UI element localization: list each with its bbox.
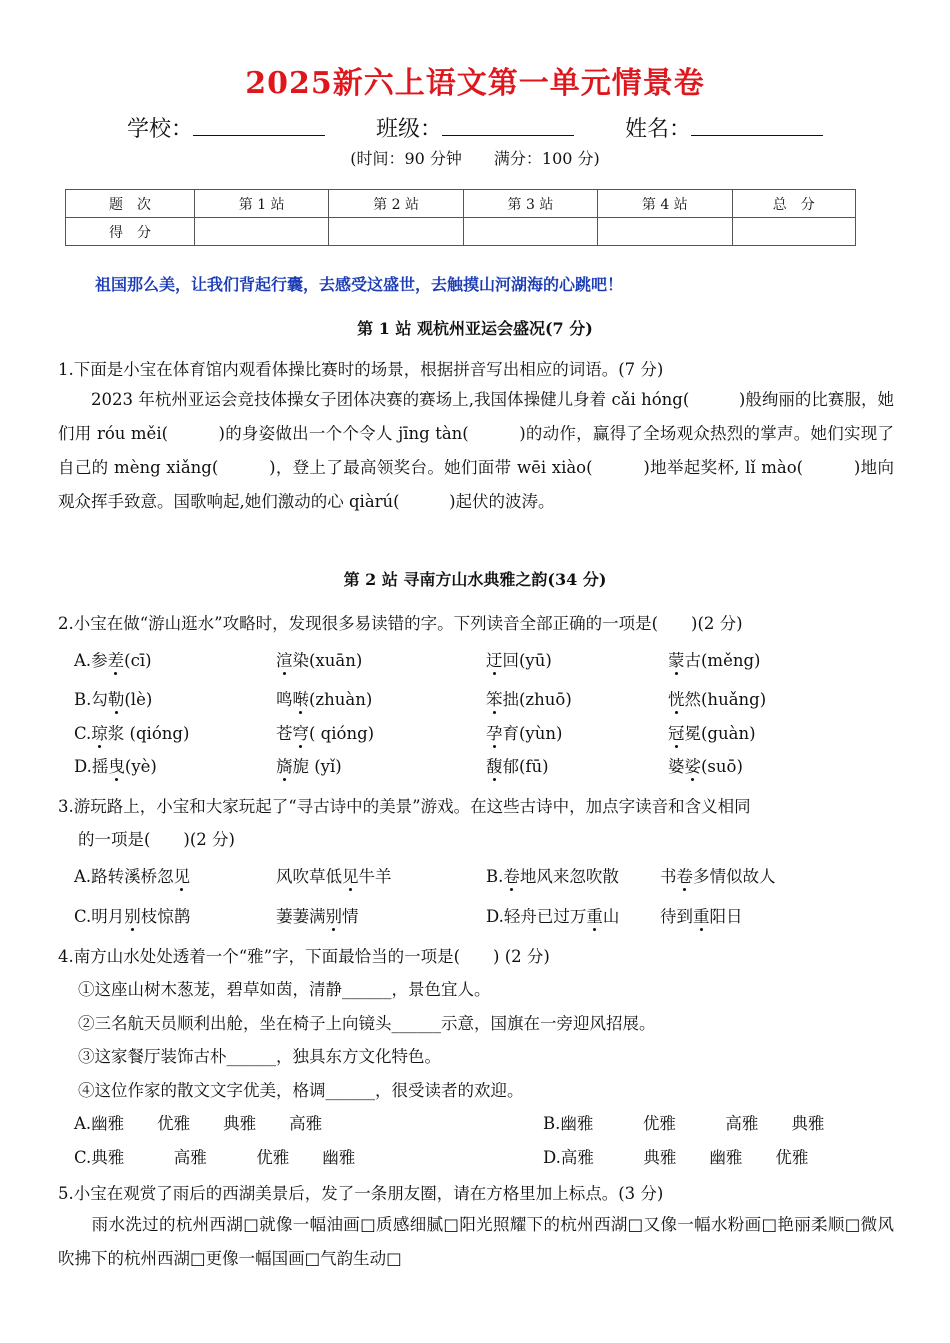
school-label: 学校： xyxy=(126,117,193,142)
q2-option[interactable] xyxy=(668,720,756,744)
question-4-item: ④这位作家的散文文字优美，格调______，很受读者的欢迎。 xyxy=(78,1081,524,1100)
dotted-character: 见 xyxy=(342,867,359,886)
exam-time: (时间：90 分钟 满分：100 分) xyxy=(350,149,600,168)
score-table-score-row xyxy=(66,218,856,246)
option-text: C.明月 xyxy=(74,907,125,926)
dotted-character: 娑 xyxy=(684,757,701,776)
q3-option[interactable] xyxy=(74,903,190,927)
option-text: D.摇 xyxy=(74,757,109,776)
score-cell[interactable] xyxy=(329,218,463,246)
dotted-character: 迂 xyxy=(486,651,503,670)
q2-option[interactable] xyxy=(74,720,189,744)
dotted-character: 琼 xyxy=(91,724,108,743)
slogan: 祖国那么美，让我们背起行囊，去感受这盛世，去触摸山河湖海的心跳吧！ xyxy=(95,275,624,294)
option-text: 苍 xyxy=(276,724,293,743)
dotted-character: 勒 xyxy=(107,690,125,709)
option-text: 拙(zhuō) xyxy=(502,690,572,709)
option-text: 地风来忽吹散 xyxy=(519,867,619,886)
dotted-character: 别 xyxy=(124,907,141,926)
table-cell: 第 1 站 xyxy=(195,190,329,218)
question-3-line-1: 3.游玩路上，小宝和大家玩起了“寻古诗中的美景”游戏。在这些古诗中，加点字读音和含义相同 xyxy=(58,797,751,816)
option-text: (cī) xyxy=(124,651,152,670)
question-1: 1.下面是小宝在体育馆内观看体操比赛时的场景，根据拼音写出相应的词语。(7 分) xyxy=(58,360,664,379)
option-text: 然(huǎng) xyxy=(684,690,767,709)
option-text: 鸣 xyxy=(276,690,293,709)
class-blank[interactable] xyxy=(442,117,574,136)
option-text: 枝惊鹊 xyxy=(140,907,191,926)
question-4: 4.南方山水处处透着一个“雅”字，下面最恰当的一项是( ) (2 分) xyxy=(58,947,550,966)
option-text: 萋萋满 xyxy=(276,907,326,926)
section-1-heading: 第 1 站 观杭州亚运会盛况(7 分) xyxy=(357,319,593,338)
q2-option[interactable] xyxy=(668,686,766,710)
dotted-character: 啭 xyxy=(292,690,309,709)
dotted-character: 蒙 xyxy=(668,651,685,670)
q2-option[interactable] xyxy=(276,647,362,671)
option-text: D.轻舟已过万 xyxy=(486,907,587,926)
option-text: 回(yū) xyxy=(502,651,552,670)
question-4-item: ②三名航天员顺利出舱，坐在椅子上向镜头______示意，国旗在一旁迎风招展。 xyxy=(78,1014,656,1033)
q2-option[interactable] xyxy=(276,753,342,777)
q2-option[interactable] xyxy=(668,647,760,671)
q3-option[interactable] xyxy=(660,863,776,887)
q3-option[interactable] xyxy=(486,863,619,887)
dotted-character: 重 xyxy=(586,907,603,926)
page-title: 2025新六上语文第一单元情景卷 xyxy=(245,66,705,101)
dotted-character: 穹 xyxy=(292,724,309,743)
dotted-character: 馥 xyxy=(486,757,503,776)
class-label: 班级： xyxy=(375,117,442,142)
option-text: (lè) xyxy=(124,690,153,709)
table-cell: 第 3 站 xyxy=(463,190,597,218)
table-cell: 得 分 xyxy=(66,218,195,246)
option-text: 情 xyxy=(342,907,359,926)
score-cell[interactable] xyxy=(195,218,329,246)
question-3-line-2: 的一项是( )(2 分) xyxy=(78,830,235,849)
option-text: 旎 (yǐ) xyxy=(292,757,342,776)
option-text: 育(yùn) xyxy=(502,724,563,743)
dotted-character: 冠 xyxy=(668,724,685,743)
score-cell[interactable] xyxy=(732,218,856,246)
option-text: 浆 (qióng) xyxy=(107,724,190,743)
table-cell: 总 分 xyxy=(732,190,856,218)
question-4-item: ①这座山树木葱茏，碧草如茵，清静______，景色宜人。 xyxy=(78,980,491,999)
option-text: 山 xyxy=(602,907,620,926)
option-text: B.勾 xyxy=(74,690,108,709)
option-text: 书 xyxy=(660,867,677,886)
q3-option[interactable] xyxy=(276,903,359,927)
option-text: ( qióng) xyxy=(309,724,375,743)
dotted-character: 笨 xyxy=(486,690,503,709)
option-text: A.参 xyxy=(74,651,108,670)
dotted-character: 别 xyxy=(325,907,342,926)
section-2-heading: 第 2 站 寻南方山水典雅之韵(34 分) xyxy=(343,570,607,589)
student-info xyxy=(0,112,950,143)
option-text: 古(měng) xyxy=(684,651,761,670)
table-cell: 第 4 站 xyxy=(598,190,732,218)
name-label: 姓名： xyxy=(625,117,692,142)
q2-option[interactable] xyxy=(486,753,549,777)
q2-option[interactable] xyxy=(486,686,572,710)
option-text: 阳日 xyxy=(709,907,743,926)
question-4-option-a[interactable]: A.幽雅 优雅 典雅 高雅 xyxy=(74,1114,323,1133)
question-5: 5.小宝在观赏了雨后的西湖美景后，发了一条朋友圈，请在方格里加上标点。(3 分) xyxy=(58,1184,664,1203)
question-1-passage: 2023 年杭州亚运会竞技体操女子团体决赛的赛场上,我国体操健儿身着 cǎi hóng( )般绚丽的比赛服，她们用 róu měi( )的身姿做出一个个令人 jīng tàn( )的动作，赢得了全场观众热烈的掌声。她们实现了自己的 mèng xiǎng( )，登上了最高领奖台。她们面带 wēi xiào( )地举起奖杯, lǐ mào( )地向观众挥手致意。国歌响起,她们激动的心 qiàrú( )起伏的波涛。 xyxy=(58,390,894,511)
option-text: 冕(guàn) xyxy=(684,724,756,743)
dotted-character: 旖 xyxy=(276,757,293,776)
table-cell: 第 2 站 xyxy=(329,190,463,218)
option-text: 郁(fū) xyxy=(502,757,549,776)
q2-option[interactable] xyxy=(74,647,152,671)
score-table xyxy=(65,189,856,246)
score-table-header-row xyxy=(66,190,856,218)
dotted-character: 卷 xyxy=(676,867,693,886)
option-text: (suō) xyxy=(701,757,743,776)
option-text: 牛羊 xyxy=(358,867,392,886)
dotted-character: 曳 xyxy=(108,757,125,776)
option-text: C. xyxy=(74,724,92,743)
dotted-character: 差 xyxy=(107,651,125,670)
question-5-passage[interactable]: 雨水洗过的杭州西湖□就像一幅油画□质感细腻□阳光照耀下的杭州西湖□又像一幅水粉画□艳丽柔顺□微风吹拂下的杭州西湖□更像一幅国画□气韵生动□ xyxy=(58,1215,894,1268)
q2-option[interactable] xyxy=(276,720,374,744)
table-cell: 题 次 xyxy=(66,190,195,218)
q3-option[interactable] xyxy=(276,863,392,887)
dotted-character: 孕 xyxy=(486,724,503,743)
option-text: 染(xuān) xyxy=(292,651,363,670)
q2-option[interactable] xyxy=(486,720,562,744)
question-4-option-c[interactable]: C.典雅 高雅 优雅 幽雅 xyxy=(74,1148,356,1167)
question-4-item: ③这家餐厅装饰古朴______，独具东方文化特色。 xyxy=(78,1047,441,1066)
q2-option[interactable] xyxy=(74,753,157,777)
option-text: 婆 xyxy=(668,757,685,776)
q2-option[interactable] xyxy=(276,686,372,710)
option-text: A.路转溪桥忽 xyxy=(74,867,174,886)
dotted-character: 渲 xyxy=(276,651,293,670)
school-blank[interactable] xyxy=(193,117,325,136)
q3-option[interactable] xyxy=(660,903,743,927)
option-text: 风吹草低 xyxy=(276,867,342,886)
score-cell[interactable] xyxy=(463,218,597,246)
q2-option[interactable] xyxy=(74,686,152,710)
question-4-option-b[interactable]: B.幽雅 优雅 高雅 典雅 xyxy=(543,1114,825,1133)
score-cell[interactable] xyxy=(598,218,732,246)
q3-option[interactable] xyxy=(486,903,619,927)
q2-option[interactable] xyxy=(668,753,743,777)
option-text: B. xyxy=(486,867,504,886)
dotted-character: 重 xyxy=(693,907,710,926)
dotted-character: 恍 xyxy=(668,690,685,709)
question-2: 2.小宝在做“游山逛水”攻略时，发现很多易读错的字。下列读音全部正确的一项是( )(2 分) xyxy=(58,614,743,633)
option-text: (yè) xyxy=(124,757,157,776)
option-text: (zhuàn) xyxy=(309,690,373,709)
question-4-option-d[interactable]: D.高雅 典雅 幽雅 优雅 xyxy=(543,1148,809,1167)
option-text: 待到 xyxy=(660,907,693,926)
dotted-character: 卷 xyxy=(503,867,520,886)
q3-option[interactable] xyxy=(74,863,190,887)
dotted-character: 见 xyxy=(173,867,191,886)
option-text: 多情似故人 xyxy=(693,867,776,886)
q2-option[interactable] xyxy=(486,647,552,671)
name-blank[interactable] xyxy=(691,117,823,136)
